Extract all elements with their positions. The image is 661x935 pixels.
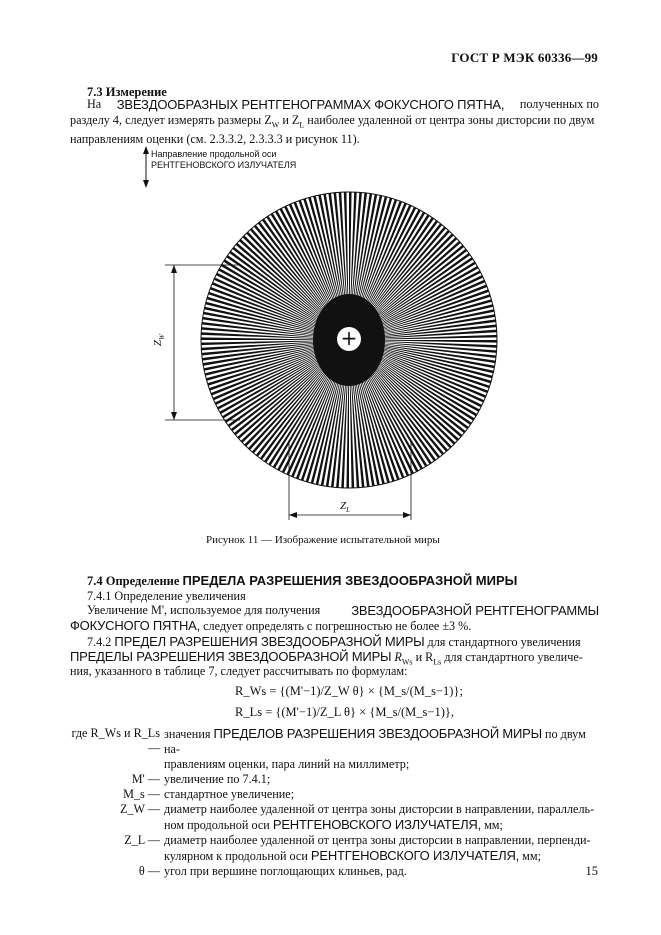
para-7-4-1-line2: ФОКУСНОГО ПЯТНА, следует определять с погрешностью не более ±3 %. — [70, 618, 472, 633]
section-7-3-paragraph-cont: разделу 4, следует измерять размеры $Z_W$ и $Z_L$ наиболее удаленной от центра зоны дисторсии по двум направлениям оценки (см. 2.3.3.2, 2.3.3.3 и рисунок 11). — [70, 113, 595, 147]
def-zw: Z_W — диаметр наиболее удаленной от центра зоны дисторсии в направлении, параллель- ном продольной оси РЕНТГЕНОВСКОГО ИЗЛУЧАТЕЛЯ, мм; — [119, 802, 595, 832]
zw-label: $Z_W$ — [151, 334, 167, 347]
star-pattern-figure — [0, 140, 661, 540]
def-theta: θ — угол при вершине поглощающих клиньев, рад. — [138, 864, 407, 878]
page-number: 15 — [585, 864, 598, 878]
center-crosshair-icon: + — [337, 327, 361, 351]
zl-label: $Z_L$ — [340, 500, 351, 515]
definitions-list — [70, 726, 600, 879]
para-7-4-2-line3: ния, указанного в таблице 7, следует рассчитывать по формулам: — [70, 664, 408, 678]
axis-arrow-head — [143, 146, 149, 154]
axis-direction-label: Направление продольной оси РЕНТГЕНОВСКОГО ИЗЛУЧАТЕЛЯ — [151, 149, 297, 170]
def-ms: M_s — стандартное увеличение; — [123, 787, 295, 801]
section-heading-7-4: 7.4 Определение ПРЕДЕЛА РАЗРЕШЕНИЯ ЗВЕЗДООБРАЗНОЙ МИРЫ — [87, 573, 518, 588]
axis-arrow-tail — [143, 180, 149, 188]
figure-caption: Рисунок 11 — Изображение испытательной миры — [206, 534, 440, 546]
def-zl: Z_L — диаметр наиболее удаленной от центра зоны дисторсии в направлении, перпенди- кулярном к продольной оси РЕНТГЕНОВСКОГО ИЗЛУЧАТЕЛЯ, мм; — [124, 833, 591, 863]
para-7-4-2-line1: 7.4.2 ПРЕДЕЛ РАЗРЕШЕНИЯ ЗВЕЗДООБРАЗНОЙ МИРЫ для стандартного увеличения — [87, 634, 581, 649]
def-m-prime: M' — увеличение по 7.4.1; — [131, 772, 271, 786]
def-rws-rls: где R_Ws и R_Ls — значения ПРЕДЕЛОВ РАЗРЕШЕНИЯ ЗВЕЗДООБРАЗНОЙ МИРЫ по двум на- правлениям оценки, пара линий на миллиметр; — [71, 726, 586, 771]
section-7-3-paragraph: На ЗВЕЗДООБРАЗНЫХ РЕНТГЕНОГРАММАХ ФОКУСНОГО ПЯТНА, полученных по — [87, 97, 599, 112]
formula-rls: R_Ls = {(M'−1)/Z_L θ} × {M_s/(M_s−1)}, — [235, 705, 455, 719]
subsection-7-4-1: 7.4.1 Определение увеличения — [87, 589, 246, 603]
para-7-4-1-line1: Увеличение M', используемое для получения ЗВЕЗДООБРАЗНОЙ РЕНТГЕНОГРАММЫ — [87, 603, 599, 618]
formula-rws: R_Ws = {(M'−1)/Z_W θ} × {M_s/(M_s−1)}; — [235, 684, 463, 698]
para-7-4-2-line2: ПРЕДЕЛЫ РАЗРЕШЕНИЯ ЗВЕЗДООБРАЗНОЙ МИРЫ $R_{Ws}$ и $R_{Ls}$ для стандартного увеличе- — [70, 649, 583, 667]
section-heading-7-3: 7.3 Измерение — [87, 85, 167, 99]
standard-header: ГОСТ Р МЭК 60336—99 — [451, 50, 598, 65]
